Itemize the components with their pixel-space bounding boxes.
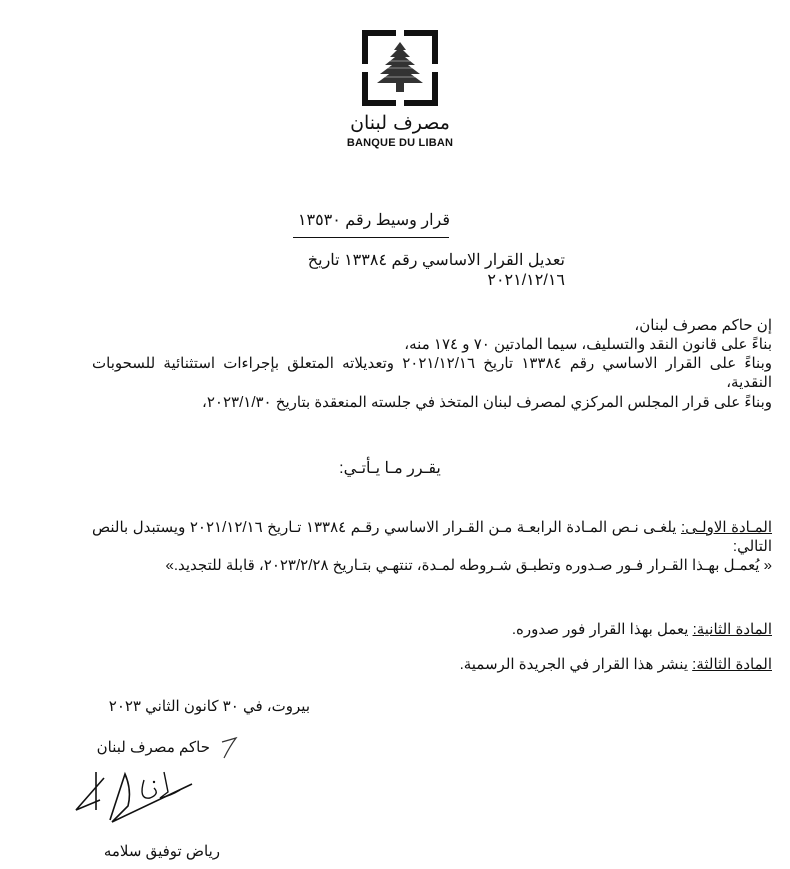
signatory-title: حاكم مصرف لبنان [96,739,210,756]
article-1-label: المـادة الاولـى: [680,519,773,536]
handwritten-signature-icon [70,760,200,830]
decision-title: قرار وسيط رقم ١٣٥٣٠ [297,212,450,229]
decides-heading: يقـرر مـا يـأتـي: [339,460,441,477]
article-3-text: ينشر هذا القرار في الجريدة الرسمية. [459,656,688,673]
cedar-logo-icon [360,28,440,108]
article-1-quote: « يُعمـل بهـذا القـرار فـور صـدوره وتطبـق شـروطه لمـدة، تنتهـي بتـاريخ ٢٠٢٣/٢/٢٨، قابلة للتجديد.» [165,557,772,574]
decision-subtitle: تعديل القرار الاساسي رقم ١٣٣٨٤ تاريخ ٢٠٢١/١٢/١٦ [307,252,565,289]
preamble-line-1: إن حاكم مصرف لبنان، [634,317,772,334]
article-3-label: المادة الثالثة: [692,656,772,673]
signatory-name: رياض توفيق سلامه [103,843,220,860]
preamble-line-4: وبناءً على قرار المجلس المركزي لمصرف لبنان المتخذ في جلسته المنعقدة بتاريخ ٢٠٢٣/١/٣٠، [202,394,772,411]
preamble-line-2: بناءً على قانون النقد والتسليف، سيما المادتين ٧٠ و ١٧٤ منه، [404,336,772,353]
bank-name-arabic: مصرف لبنان [350,112,450,134]
article-1-text: يلغـى نـص المـادة الرابعـة مـن القـرار الاساسي رقـم ١٣٣٨٤ تـاريخ ٢٠٢١/١٢/١٦ ويستبدل بالنص التالي: [92,519,772,555]
article-2-text: يعمل بهذا القرار فور صدوره. [511,621,689,638]
preamble-line-3: وبناءً على القرار الاساسي رقم ١٣٣٨٤ تاريخ ٢٠٢١/١٢/١٦ وتعديلاته المتعلق بإجراءات استثنائية للسحوبات النقدية، [92,355,772,391]
article-2 [92,620,772,639]
article-3 [92,655,772,674]
handwritten-tick-mark [218,734,242,760]
place-date: بيروت، في ٣٠ كانون الثاني ٢٠٢٣ [108,698,310,715]
article-1-quote-wrap [122,556,772,575]
article-1 [92,518,772,556]
article-2-label: المادة الثانية: [692,621,772,638]
bank-name-english: BANQUE DU LIBAN [346,137,454,149]
title-underline [293,237,449,238]
